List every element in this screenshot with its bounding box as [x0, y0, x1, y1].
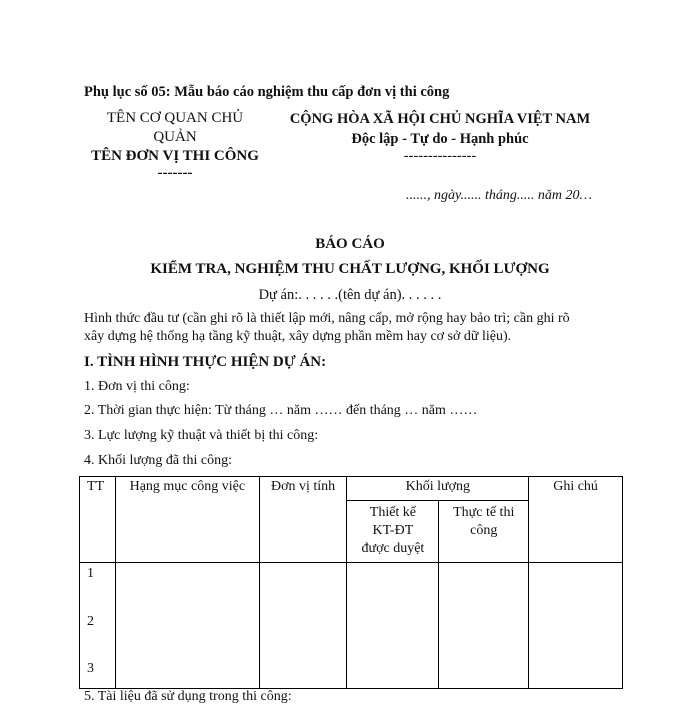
design-volume-line-2: KT-ĐT [372, 523, 414, 538]
left-header [80, 109, 270, 180]
national-motto: Độc lập - Tự do - Hạnh phúc [351, 131, 529, 147]
row-number: 3 [87, 661, 94, 676]
header-tt: TT [80, 477, 116, 563]
report-title: BÁO CÁO [315, 236, 385, 252]
actual-volume-line-1: Thực tế thi [453, 505, 515, 520]
item-4: 4. Khối lượng đã thi công: [84, 453, 232, 468]
header-design-volume [347, 501, 439, 563]
volume-table [79, 476, 623, 689]
item-3: 3. Lực lượng kỹ thuật và thiết bị thi công: [84, 428, 319, 443]
report-subtitle: KIỂM TRA, NGHIỆM THU CHẤT LƯỢNG, KHỐI LƯỢNG [150, 261, 550, 277]
header-volume: Khối lượng [347, 477, 529, 501]
header-actual-volume [439, 501, 529, 563]
design-volume-cell [347, 563, 439, 689]
header-unit: Đơn vị tính [259, 477, 347, 563]
country-name: CỘNG HÒA XÃ HỘI CHỦ NGHĨA VIỆT NAM [289, 111, 591, 127]
left-header-rule: ------- [157, 165, 193, 181]
intro-line-2: xây dựng hệ thống hạ tầng kỹ thuật, xây dựng phần mềm hay cơ sở dữ liệu). [84, 329, 512, 344]
unit-cell [259, 563, 347, 689]
agency-name-line2: QUẢN [153, 129, 197, 145]
actual-volume-cell [439, 563, 529, 689]
row-number-cell [80, 563, 116, 689]
design-volume-line-3: được duyệt [361, 541, 425, 556]
item-2: 2. Thời gian thực hiện: Từ tháng … năm …… đến tháng … năm …… [84, 403, 478, 418]
appendix-title: Phụ lục số 05: Mẫu báo cáo nghiệm thu cấp đơn vị thi công [84, 84, 450, 100]
header-note: Ghi chú [529, 477, 623, 563]
item-1: 1. Đơn vị thi công: [84, 379, 190, 394]
right-header [270, 109, 610, 163]
header-work-item: Hạng mục công việc [115, 477, 259, 563]
row-number: 2 [87, 614, 94, 629]
contractor-name: TÊN ĐƠN VỊ THI CÔNG [91, 148, 259, 164]
actual-volume-line-2: công [470, 523, 498, 538]
right-header-rule: --------------- [403, 148, 477, 164]
item-5: 5. Tài liệu đã sử dụng trong thi công: [84, 689, 292, 704]
intro-line-1: Hình thức đầu tư (cần ghi rõ là thiết lập mới, nâng cấp, mở rộng hay bảo trì; cần ghi rõ [84, 311, 570, 326]
note-cell [529, 563, 623, 689]
section-1-heading: I. TÌNH HÌNH THỰC HIỆN DỰ ÁN: [84, 354, 327, 370]
date-line: ......, ngày...... tháng..... năm 20… [406, 188, 592, 203]
agency-name-line1: TÊN CƠ QUAN CHỦ [106, 110, 244, 126]
table-row [80, 563, 623, 689]
work-item-cell [115, 563, 259, 689]
design-volume-line-1: Thiết kế [369, 505, 417, 520]
row-number: 1 [87, 566, 94, 581]
project-line: Dự án:. . . . . .(tên dự án). . . . . . [258, 287, 442, 303]
